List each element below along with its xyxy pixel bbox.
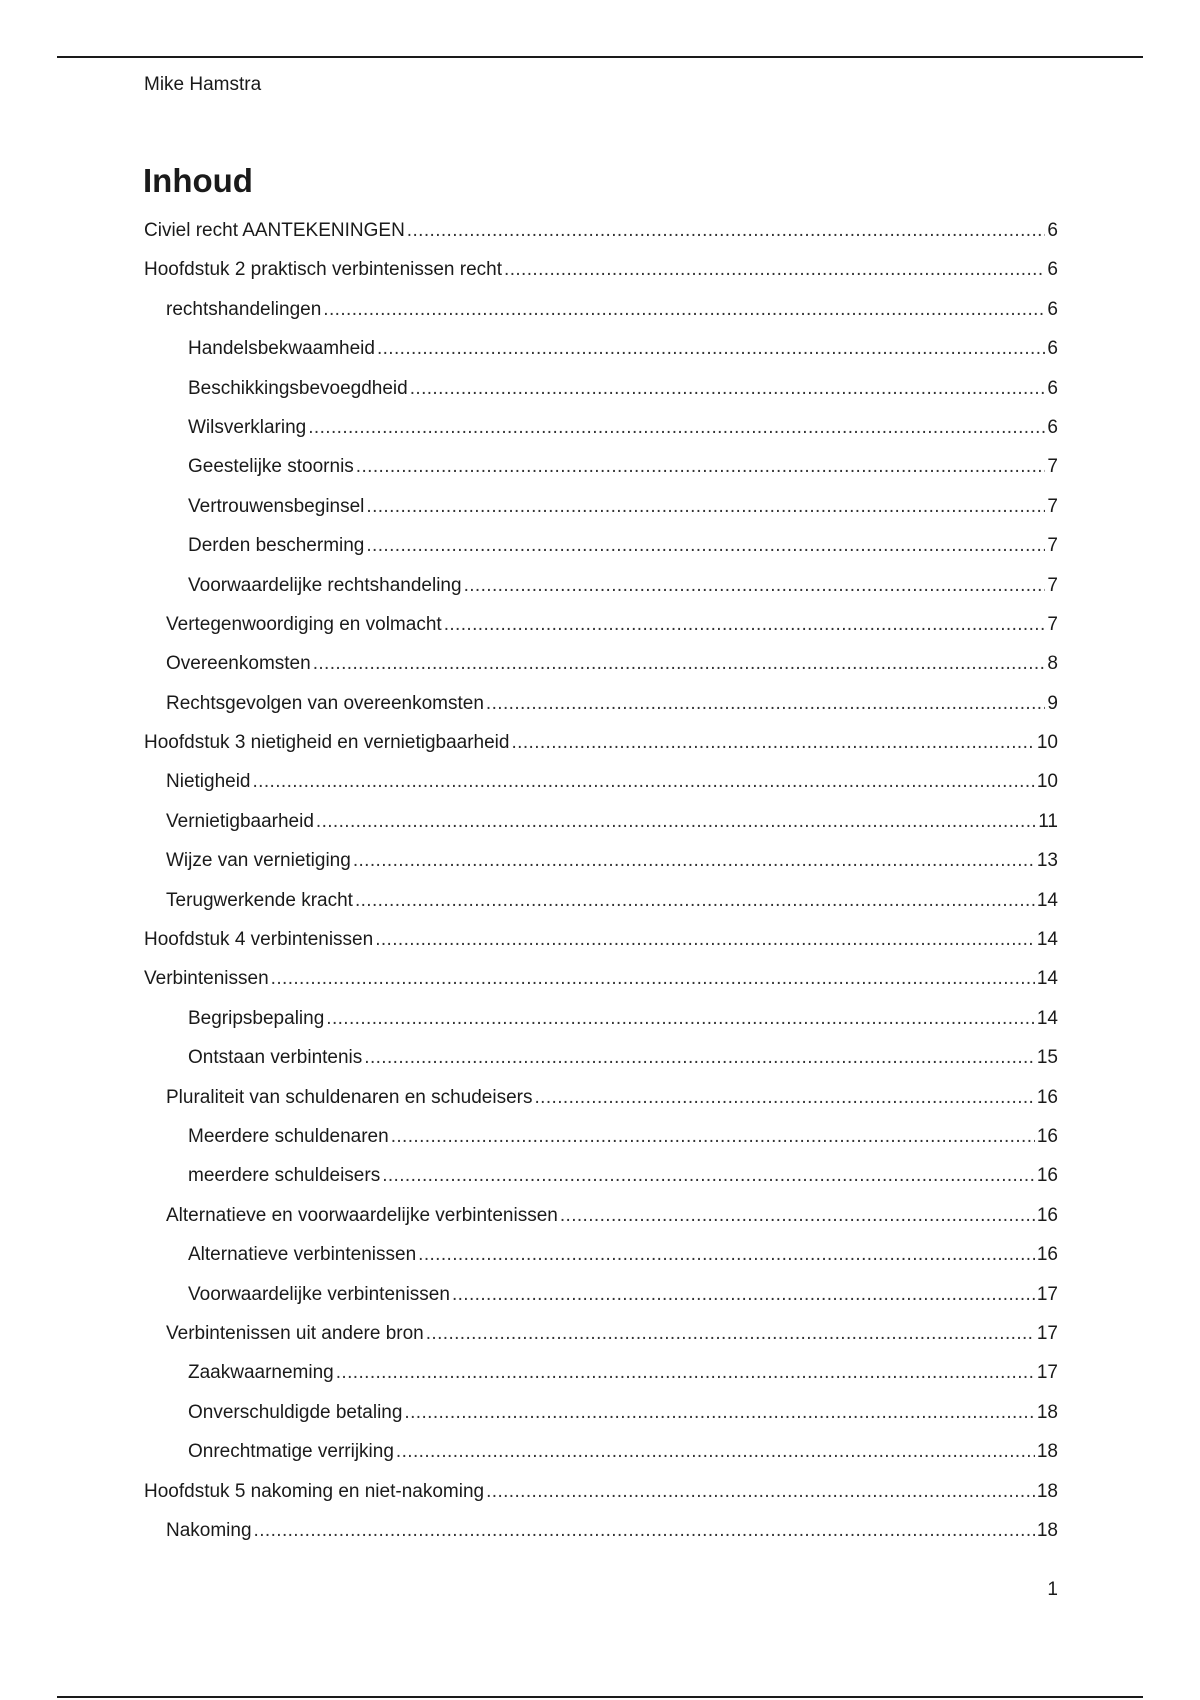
toc-entry[interactable] [144, 653, 1058, 692]
toc-entry-label: Ontstaan verbintenis [188, 1047, 363, 1069]
toc-entry-label: Vertrouwensbeginsel [188, 495, 365, 517]
toc-dot-leader [377, 338, 1045, 360]
toc-entry[interactable] [144, 1047, 1058, 1086]
toc-dot-leader [313, 653, 1046, 675]
toc-entry-page: 7 [1047, 613, 1058, 635]
toc-dot-leader [410, 378, 1046, 400]
toc-entry-label: Nietigheid [166, 771, 251, 793]
toc-entry-label: Overeenkomsten [166, 653, 311, 675]
toc-entry[interactable] [144, 456, 1058, 495]
toc-entry[interactable] [144, 575, 1058, 614]
toc-entry[interactable] [144, 299, 1058, 338]
toc-entry-page: 16 [1036, 1204, 1058, 1226]
header-rule [57, 56, 1143, 58]
toc-entry-page: 6 [1047, 377, 1058, 399]
toc-entry-page: 16 [1036, 1165, 1058, 1187]
toc-entry-label: Wilsverklaring [188, 416, 307, 438]
toc-entry-page: 14 [1036, 968, 1058, 990]
toc-entry-page: 18 [1036, 1401, 1058, 1423]
toc-entry-label: Pluraliteit van schuldenaren en schudeisers [166, 1086, 533, 1108]
toc-entry[interactable] [144, 1165, 1058, 1204]
document-author: Mike Hamstra [144, 74, 262, 95]
toc-entry[interactable] [144, 811, 1058, 850]
toc-dot-leader [511, 732, 1034, 754]
toc-dot-leader [396, 1441, 1035, 1463]
toc-entry-page: 16 [1036, 1086, 1058, 1108]
toc-entry[interactable] [144, 1126, 1058, 1165]
toc-entry[interactable] [144, 890, 1058, 929]
toc-entry[interactable] [144, 1244, 1058, 1283]
toc-entry-label: Hoofdstuk 5 nakoming en niet-nakoming [144, 1480, 485, 1502]
toc-entry[interactable] [144, 1284, 1058, 1323]
toc-entry[interactable] [144, 1087, 1058, 1126]
toc-entry-label: Hoofdstuk 3 nietigheid en vernietigbaarheid [144, 732, 510, 754]
toc-dot-leader [364, 1047, 1035, 1069]
toc-entry-label: Vertegenwoordiging en volmacht [166, 613, 442, 635]
toc-entry-label: meerdere schuldeisers [188, 1165, 381, 1187]
toc-entry-label: Nakoming [166, 1519, 252, 1541]
toc-dot-leader [560, 1205, 1035, 1227]
toc-dot-leader [326, 1008, 1035, 1030]
toc-entry-label: Handelsbekwaamheid [188, 338, 375, 360]
toc-entry-label: Civiel recht AANTEKENINGEN [144, 220, 405, 241]
toc-entry-label: Terugwerkende kracht [166, 889, 353, 911]
toc-entry[interactable] [144, 220, 1058, 259]
toc-dot-leader [366, 496, 1045, 518]
toc-dot-leader [407, 220, 1046, 242]
toc-entry-page: 7 [1047, 495, 1058, 517]
toc-entry[interactable] [144, 1205, 1058, 1244]
toc-dot-leader [355, 890, 1035, 912]
toc-entry[interactable] [144, 1520, 1058, 1559]
toc-entry-page: 18 [1036, 1480, 1058, 1502]
toc-entry-page: 7 [1047, 535, 1058, 557]
toc-entry-page: 16 [1036, 1244, 1058, 1266]
toc-entry-label: Rechtsgevolgen van overeenkomsten [166, 692, 484, 714]
toc-entry[interactable] [144, 1441, 1058, 1480]
toc-entry-page: 16 [1036, 1125, 1058, 1147]
toc-entry-page: 9 [1047, 692, 1058, 714]
toc-entry-label: Alternatieve verbintenissen [188, 1244, 417, 1266]
toc-entry[interactable] [144, 417, 1058, 456]
toc-entry-label: Hoofdstuk 4 verbintenissen [144, 929, 374, 951]
toc-dot-leader [404, 1402, 1034, 1424]
toc-dot-leader [391, 1126, 1035, 1148]
toc-entry-label: Vernietigbaarheid [166, 810, 314, 832]
toc-dot-leader [486, 1481, 1035, 1503]
toc-entry-label: Alternatieve en voorwaardelijke verbintenissen [166, 1204, 558, 1226]
toc-dot-leader [452, 1284, 1035, 1306]
toc-dot-leader [366, 535, 1045, 557]
toc-entry[interactable] [144, 1402, 1058, 1441]
toc-entry-label: Onrechtmatige verrijking [188, 1441, 394, 1463]
toc-entry[interactable] [144, 614, 1058, 653]
toc-entry-label: Wijze van vernietiging [166, 850, 351, 872]
toc-entry-page: 14 [1036, 1007, 1058, 1029]
toc-entry-label: Geestelijke stoornis [188, 456, 354, 478]
toc-entry-label: Voorwaardelijke rechtshandeling [188, 574, 462, 596]
toc-entry-page: 10 [1036, 732, 1058, 754]
table-of-contents [144, 220, 1058, 1559]
toc-entry-page: 7 [1047, 456, 1058, 478]
page-number: 1 [1047, 1579, 1058, 1600]
toc-entry[interactable] [144, 850, 1058, 889]
toc-entry-page: 7 [1047, 574, 1058, 596]
toc-dot-leader [464, 575, 1046, 597]
toc-dot-leader [271, 968, 1035, 990]
toc-entry[interactable] [144, 535, 1058, 574]
toc-entry-page: 10 [1036, 771, 1058, 793]
toc-entry-page: 11 [1038, 810, 1058, 832]
toc-entry-label: Meerdere schuldenaren [188, 1125, 389, 1147]
toc-entry[interactable] [144, 929, 1058, 968]
toc-dot-leader [356, 456, 1046, 478]
toc-dot-leader [504, 259, 1045, 281]
toc-entry-label: Verbintenissen [144, 968, 269, 990]
toc-entry-page: 17 [1036, 1322, 1058, 1344]
toc-entry-page: 17 [1036, 1362, 1058, 1384]
toc-entry[interactable] [144, 1481, 1058, 1520]
toc-dot-leader [444, 614, 1046, 636]
toc-dot-leader [353, 850, 1035, 872]
toc-entry[interactable] [144, 378, 1058, 417]
toc-entry-page: 6 [1047, 416, 1058, 438]
toc-entry-label: Voorwaardelijke verbintenissen [188, 1283, 450, 1305]
toc-entry-label: Verbintenissen uit andere bron [166, 1322, 424, 1344]
toc-dot-leader [535, 1087, 1035, 1109]
toc-entry-page: 14 [1036, 889, 1058, 911]
toc-title: Inhoud [143, 162, 253, 199]
toc-entry-label: Onverschuldigde betaling [188, 1401, 403, 1423]
toc-dot-leader [253, 771, 1035, 793]
toc-entry-label: Begripsbepaling [188, 1007, 325, 1029]
toc-dot-leader [316, 811, 1036, 833]
toc-entry-label: Zaakwaarneming [188, 1362, 334, 1384]
toc-entry-page: 15 [1036, 1047, 1058, 1069]
toc-entry-page: 6 [1047, 259, 1058, 281]
toc-entry-page: 8 [1047, 653, 1058, 675]
toc-entry-page: 6 [1047, 298, 1058, 320]
toc-entry[interactable] [144, 732, 1058, 771]
toc-entry[interactable] [144, 771, 1058, 810]
toc-entry-label: Beschikkingsbevoegdheid [188, 377, 408, 399]
toc-dot-leader [336, 1362, 1035, 1384]
toc-dot-leader [486, 693, 1046, 715]
toc-entry[interactable] [144, 1362, 1058, 1401]
toc-entry-page: 17 [1036, 1283, 1058, 1305]
toc-entry[interactable] [144, 259, 1058, 298]
toc-dot-leader [382, 1165, 1035, 1187]
toc-dot-leader [323, 299, 1045, 321]
toc-dot-leader [418, 1244, 1035, 1266]
toc-entry-label: Derden bescherming [188, 535, 365, 557]
toc-entry[interactable] [144, 1323, 1058, 1362]
toc-entry-page: 6 [1047, 338, 1058, 360]
footer-rule [57, 1696, 1143, 1698]
toc-entry-page: 13 [1036, 850, 1058, 872]
toc-entry[interactable] [144, 496, 1058, 535]
toc-dot-leader [426, 1323, 1035, 1345]
toc-entry[interactable] [144, 693, 1058, 732]
toc-entry[interactable] [144, 338, 1058, 377]
toc-entry[interactable] [144, 1008, 1058, 1047]
toc-entry-page: 6 [1047, 220, 1058, 241]
toc-dot-leader [375, 929, 1035, 951]
toc-entry-page: 14 [1036, 929, 1058, 951]
toc-entry-label: Hoofdstuk 2 praktisch verbintenissen recht [144, 259, 503, 281]
toc-entry-page: 18 [1036, 1519, 1058, 1541]
toc-dot-leader [254, 1520, 1035, 1542]
toc-entry[interactable] [144, 968, 1058, 1007]
toc-dot-leader [308, 417, 1045, 439]
toc-entry-page: 18 [1036, 1441, 1058, 1463]
toc-entry-label: rechtshandelingen [166, 298, 322, 320]
